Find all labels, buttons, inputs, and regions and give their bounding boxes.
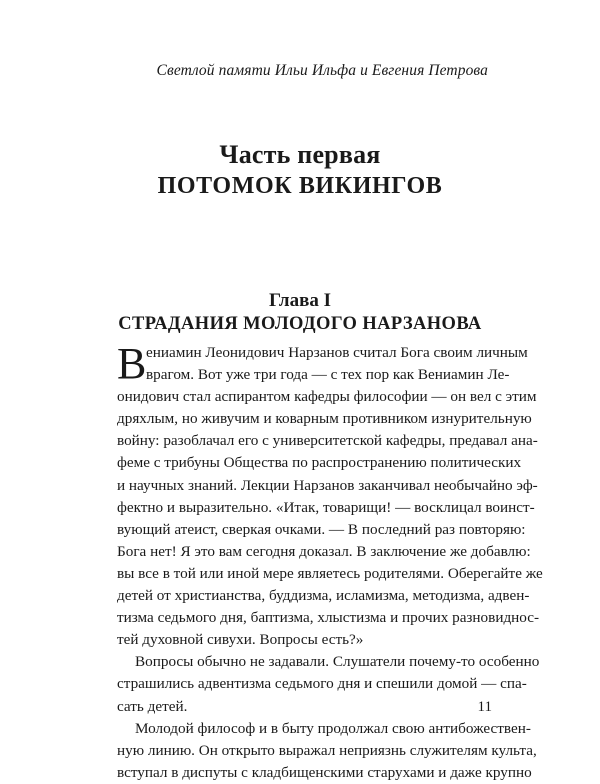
body-text [117, 339, 543, 784]
text-line: войну: разоблачал его с университетской кафедры, предавал ана- [117, 432, 538, 450]
chapter-label: Глава I [268, 290, 331, 311]
text-line: сать детей. [117, 697, 188, 715]
text-line: тизма седьмого дня, баптизма, хлыстизма и прочих разновиднос- [117, 609, 540, 627]
text-line: Вопросы обычно не задавали. Слушатели почему-то особенно [135, 653, 540, 671]
text-line: Бога нет! Я это вам сегодня доказал. В заключение же добавлю: [117, 542, 531, 560]
text-line: фектно и выразительно. «Итак, товарищи! — восклицал воинст- [117, 498, 535, 516]
chapter-title: СТРАДАНИЯ МОЛОДОГО НАРЗАНОВА [118, 314, 482, 334]
part-title: ПОТОМОК ВИКИНГОВ [157, 173, 443, 199]
text-line: дряхлым, но живучим и коварным противником изнурительную [117, 410, 532, 428]
text-line: Молодой философ и в быту продолжал свою антибожествен- [135, 719, 531, 737]
drop-cap: В [117, 339, 147, 388]
text-line: тей духовной сивухи. Вопросы есть?» [117, 631, 364, 649]
text-line: ениамин Леонидович Нарзанов считал Бога своим личным [146, 344, 528, 361]
page-number: 11 [477, 699, 492, 715]
text-line: вступал в диспуты с кладбищенскими старухами и даже крупно [117, 763, 532, 781]
text-line: детей от христианства, буддизма, исламизма, методизма, адвен- [117, 587, 530, 605]
text-line: и научных знаний. Лекции Нарзанов заканчивал необычайно эф- [117, 476, 538, 494]
text-line: вы все в той или иной мере являетесь родителями. Оберегайте же [117, 564, 543, 582]
text-line: страшились адвентизма седьмого дня и спешили домой — спа- [117, 675, 527, 693]
text-line: ную линию. Он открыто выражал неприязнь служителям культа, [117, 741, 537, 759]
text-line: вующий атеист, сверкая очками. — В последний раз повторяю: [117, 520, 526, 538]
text-line: онидович стал аспирантом кафедры философии — он вел с этим [117, 388, 537, 406]
text-line: врагом. Вот уже три года — с тех пор как Вениамин Ле- [146, 366, 510, 384]
text-line: феме с трибуны Общества по распространению политических [117, 454, 522, 472]
dedication: Светлой памяти Ильи Ильфа и Евгения Петрова [156, 62, 488, 79]
part-label: Часть первая [219, 140, 381, 169]
